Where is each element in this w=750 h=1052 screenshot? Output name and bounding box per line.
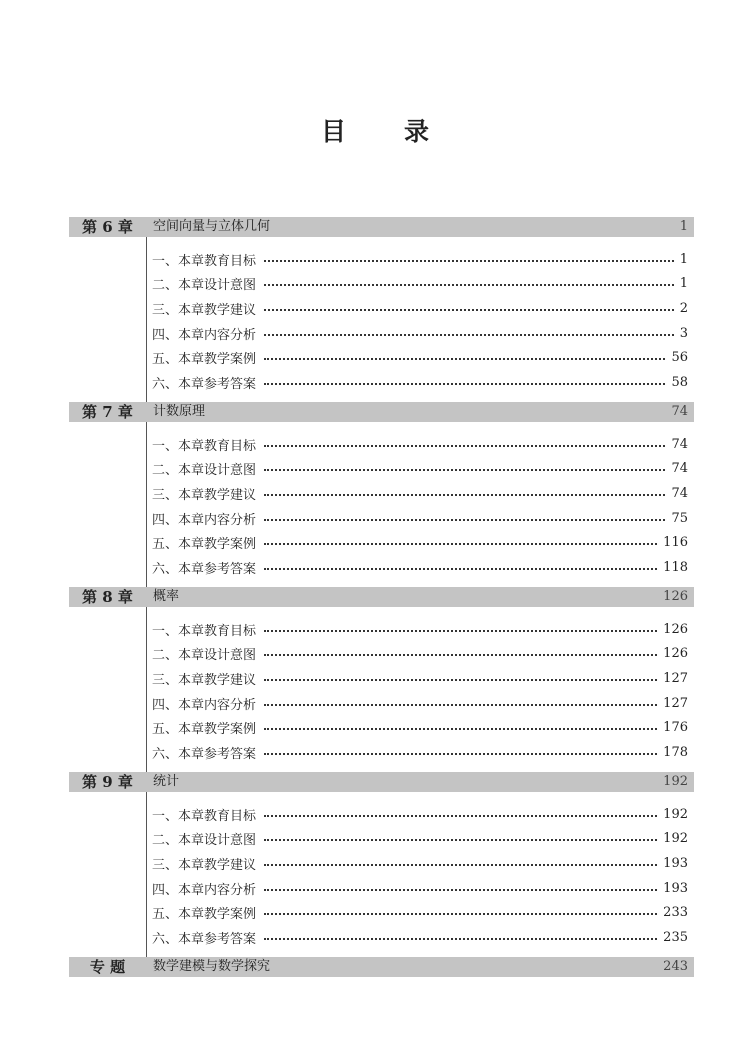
toc-entry[interactable] bbox=[152, 483, 688, 503]
toc-entry[interactable] bbox=[152, 693, 688, 713]
dot-leader bbox=[264, 679, 657, 681]
dot-leader bbox=[264, 309, 674, 311]
entry-label: 四、本章内容分析 bbox=[152, 697, 257, 713]
chapter-number: 第 7 章 bbox=[82, 403, 133, 421]
entry-page: 126 bbox=[663, 646, 688, 662]
entry-label: 六、本章参考答案 bbox=[152, 377, 257, 392]
dot-leader bbox=[264, 383, 665, 385]
entry-page: 193 bbox=[663, 880, 688, 896]
entry-page: 74 bbox=[671, 461, 688, 477]
entry-label: 四、本章内容分析 bbox=[152, 512, 257, 528]
dot-leader bbox=[264, 358, 665, 360]
entry-page: 3 bbox=[679, 325, 688, 341]
dot-leader bbox=[264, 445, 665, 447]
chapter-page: 74 bbox=[671, 404, 688, 419]
chapter-page: 243 bbox=[663, 959, 688, 974]
entry-label: 六、本章参考答案 bbox=[152, 747, 257, 762]
toc-entry[interactable] bbox=[152, 829, 688, 849]
chapter-number: 专 题 bbox=[89, 958, 126, 976]
entry-label: 一、本章教育目标 bbox=[152, 623, 257, 639]
chapter-header[interactable] bbox=[69, 217, 694, 237]
toc-entry[interactable] bbox=[152, 298, 688, 318]
dot-leader bbox=[264, 260, 674, 262]
chapter-number: 第 9 章 bbox=[82, 773, 133, 791]
entry-page: 118 bbox=[663, 560, 688, 575]
entry-label: 三、本章教学建议 bbox=[152, 857, 257, 873]
chapter-title: 概率 bbox=[153, 589, 180, 604]
toc-entry[interactable] bbox=[152, 274, 688, 294]
entry-page: 178 bbox=[663, 745, 688, 760]
entry-page: 235 bbox=[663, 930, 688, 945]
dot-leader bbox=[264, 913, 657, 915]
entry-page: 2 bbox=[679, 300, 688, 316]
entry-page: 74 bbox=[671, 436, 688, 452]
chapter-title: 统计 bbox=[153, 774, 180, 789]
dot-leader bbox=[264, 494, 665, 496]
chapter-title: 数学建模与数学探究 bbox=[153, 959, 271, 974]
dot-leader bbox=[264, 568, 657, 570]
chapter-header[interactable] bbox=[69, 587, 694, 607]
entry-page: 233 bbox=[663, 905, 688, 921]
dot-leader bbox=[264, 728, 657, 730]
entry-page: 74 bbox=[671, 485, 688, 501]
entry-label: 五、本章教学案例 bbox=[152, 722, 257, 738]
chapter-header[interactable] bbox=[69, 957, 694, 977]
entry-page: 127 bbox=[663, 695, 688, 711]
entry-page: 56 bbox=[671, 350, 688, 366]
entry-label: 一、本章教育目标 bbox=[152, 808, 257, 824]
entry-label: 一、本章教育目标 bbox=[152, 438, 257, 454]
page-title: 目录 bbox=[320, 117, 487, 146]
entry-page: 192 bbox=[663, 806, 688, 822]
toc-entry[interactable] bbox=[152, 668, 688, 688]
toc-entry[interactable] bbox=[152, 903, 688, 923]
entry-label: 二、本章设计意图 bbox=[152, 278, 257, 294]
chapter-number: 第 6 章 bbox=[82, 218, 133, 236]
dot-leader bbox=[264, 334, 674, 336]
entry-label: 二、本章设计意图 bbox=[152, 648, 257, 664]
toc-entry[interactable] bbox=[152, 533, 688, 553]
entry-page: 1 bbox=[679, 276, 688, 292]
chapter-header[interactable] bbox=[69, 772, 694, 792]
toc-entry[interactable] bbox=[152, 644, 688, 664]
entry-label: 三、本章教学建议 bbox=[152, 672, 257, 688]
chapter-number: 第 8 章 bbox=[82, 588, 133, 606]
toc-entry[interactable] bbox=[152, 928, 688, 948]
entry-label: 五、本章教学案例 bbox=[152, 352, 257, 368]
entry-label: 一、本章教育目标 bbox=[152, 253, 257, 269]
entry-page: 58 bbox=[671, 375, 688, 390]
chapter-page: 192 bbox=[663, 774, 688, 789]
dot-leader bbox=[264, 519, 665, 521]
entry-label: 六、本章参考答案 bbox=[152, 562, 257, 577]
dot-leader bbox=[264, 654, 657, 656]
dot-leader bbox=[264, 839, 657, 841]
entry-page: 126 bbox=[663, 621, 688, 637]
toc-entry[interactable] bbox=[152, 434, 688, 454]
toc-entry[interactable] bbox=[152, 249, 688, 269]
entry-label: 四、本章内容分析 bbox=[152, 882, 257, 898]
entry-label: 五、本章教学案例 bbox=[152, 907, 257, 923]
entry-page: 176 bbox=[663, 720, 688, 736]
entry-label: 二、本章设计意图 bbox=[152, 833, 257, 849]
entry-page: 192 bbox=[663, 831, 688, 847]
dot-leader bbox=[264, 815, 657, 817]
entry-label: 五、本章教学案例 bbox=[152, 537, 257, 553]
entry-label: 三、本章教学建议 bbox=[152, 302, 257, 318]
toc-entry[interactable] bbox=[152, 878, 688, 898]
toc-entry[interactable] bbox=[152, 718, 688, 738]
chapter-title: 空间向量与立体几何 bbox=[153, 219, 271, 234]
toc-entry[interactable] bbox=[152, 558, 688, 578]
dot-leader bbox=[264, 864, 657, 866]
dot-leader bbox=[264, 704, 657, 706]
toc-entry[interactable] bbox=[152, 373, 688, 393]
entry-label: 三、本章教学建议 bbox=[152, 487, 257, 503]
toc-entry[interactable] bbox=[152, 323, 688, 343]
toc-entry[interactable] bbox=[152, 508, 688, 528]
entry-label: 二、本章设计意图 bbox=[152, 463, 257, 479]
entry-label: 四、本章内容分析 bbox=[152, 327, 257, 343]
chapter-page: 126 bbox=[663, 589, 688, 604]
entry-page: 75 bbox=[671, 510, 688, 526]
toc-entry[interactable] bbox=[152, 459, 688, 479]
toc-entry[interactable] bbox=[152, 619, 688, 639]
chapter-title: 计数原理 bbox=[153, 404, 206, 419]
toc-entry[interactable] bbox=[152, 743, 688, 763]
dot-leader bbox=[264, 630, 657, 632]
toc-entry[interactable] bbox=[152, 804, 688, 824]
dot-leader bbox=[264, 543, 657, 545]
entry-page: 116 bbox=[663, 535, 688, 551]
entry-page: 1 bbox=[679, 251, 688, 267]
chapter-header[interactable] bbox=[69, 402, 694, 422]
dot-leader bbox=[264, 753, 657, 755]
dot-leader bbox=[264, 938, 657, 940]
dot-leader bbox=[264, 284, 674, 286]
entry-page: 127 bbox=[663, 670, 688, 686]
dot-leader bbox=[264, 889, 657, 891]
toc-entry[interactable] bbox=[152, 348, 688, 368]
entry-label: 六、本章参考答案 bbox=[152, 932, 257, 947]
toc-entry[interactable] bbox=[152, 853, 688, 873]
chapter-page: 1 bbox=[679, 219, 688, 234]
entry-page: 193 bbox=[663, 855, 688, 871]
dot-leader bbox=[264, 469, 665, 471]
